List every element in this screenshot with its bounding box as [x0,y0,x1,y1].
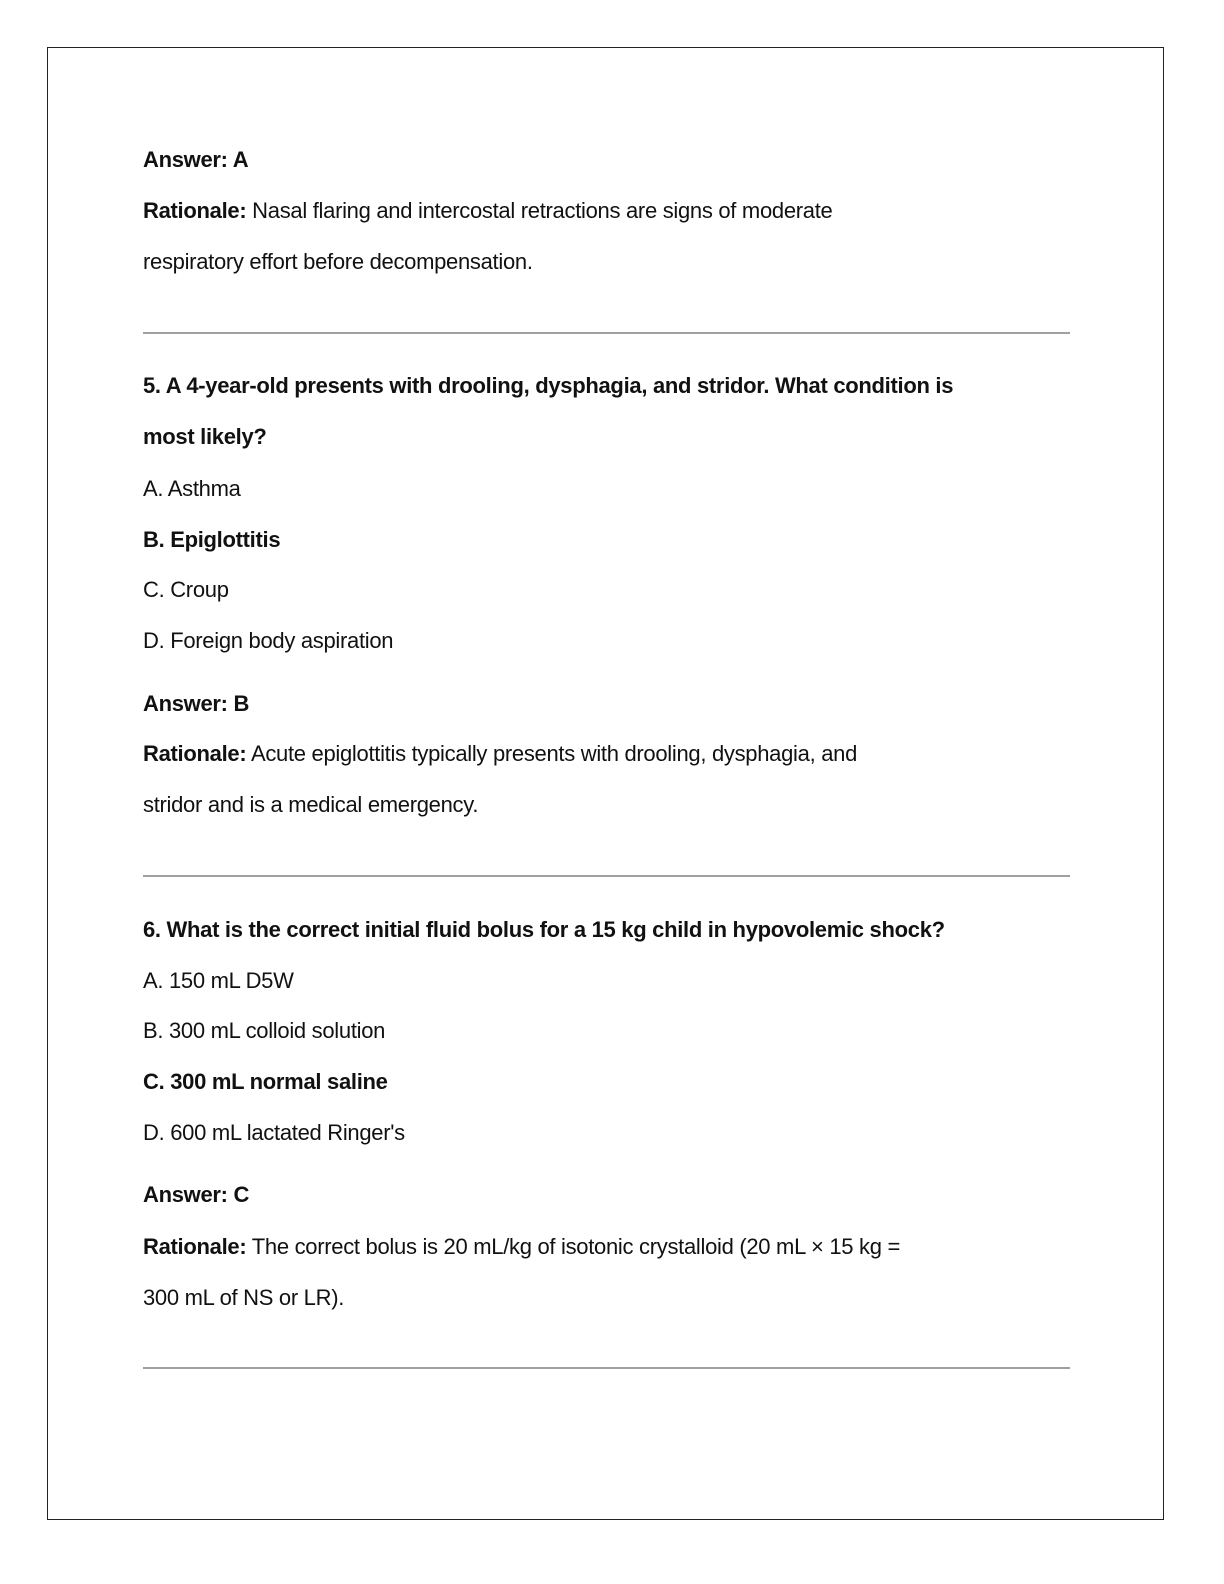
rationale-6-line1: Rationale: The correct bolus is 20 mL/kg of isotonic crystalloid (20 mL × 15 kg = [143,1234,901,1259]
option-5b-correct: B. Epiglottitis [143,527,281,552]
rationale-4-line2: respiratory effort before decompensation. [143,249,533,274]
divider [143,1367,1070,1369]
option-5a: A. Asthma [143,476,241,501]
answer-4: Answer: A [143,147,249,172]
question-5-line2: most likely? [143,424,267,449]
rationale-4-line1: Rationale: Nasal flaring and intercostal retractions are signs of moderate [143,198,833,223]
rationale-5-line2: stridor and is a medical emergency. [143,792,479,817]
answer-6: Answer: C [143,1182,250,1207]
option-6d: D. 600 mL lactated Ringer's [143,1120,405,1145]
option-6c-correct: C. 300 mL normal saline [143,1069,388,1094]
option-6a: A. 150 mL D5W [143,968,294,993]
answer-5: Answer: B [143,691,250,716]
question-5-line1: 5. A 4-year-old presents with drooling, dysphagia, and stridor. What condition is [143,373,954,398]
rationale-6-line2: 300 mL of NS or LR). [143,1285,345,1310]
rationale-5-line1: Rationale: Acute epiglottitis typically presents with drooling, dysphagia, and [143,741,857,766]
divider [143,875,1070,877]
option-5d: D. Foreign body aspiration [143,628,394,653]
question-6: 6. What is the correct initial fluid bolus for a 15 kg child in hypovolemic shock? [143,917,945,942]
divider [143,332,1070,334]
option-6b: B. 300 mL colloid solution [143,1018,386,1043]
option-5c: C. Croup [143,577,229,602]
